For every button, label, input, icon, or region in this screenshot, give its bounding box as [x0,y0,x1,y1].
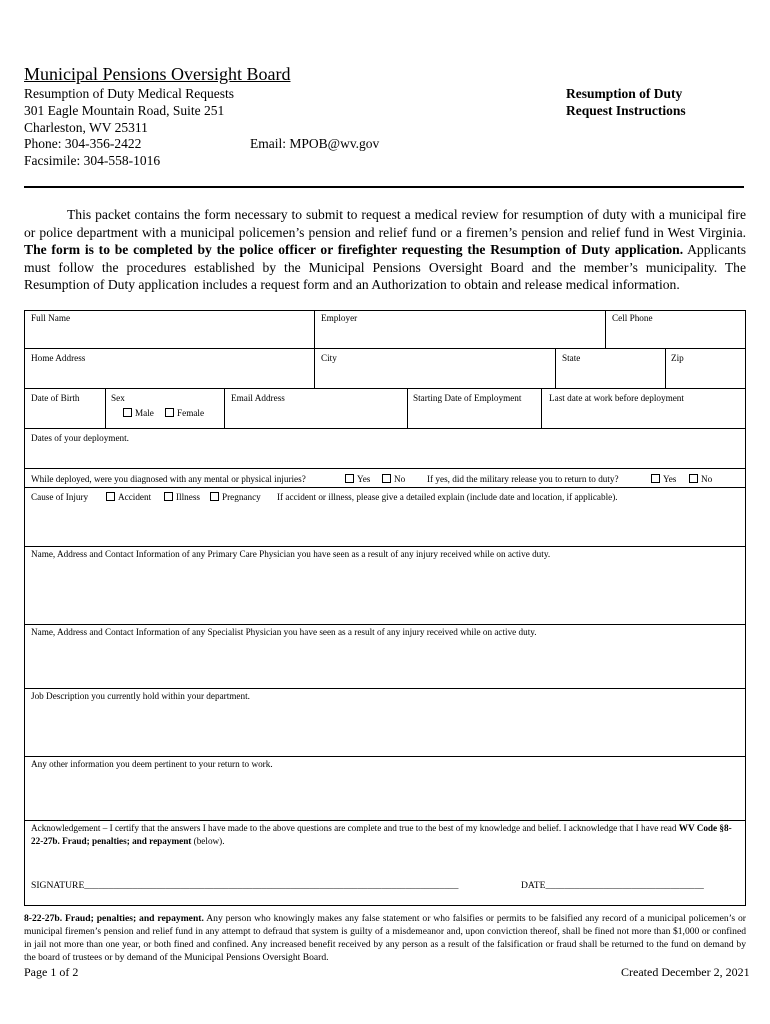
row-divider [25,388,745,389]
row-divider [25,688,745,689]
intro-text-1: This packet contains the form necessary to submit to request a medical review for resumption of duty with a municipal fire or police department with a municipal policemen’s pension and relief fund or a firemen’s pension and relief fund in West Virginia. [24,207,746,240]
header-divider [24,186,744,188]
email-line: Email: MPOB@wv.gov [250,136,380,151]
city-field[interactable]: City [321,353,337,363]
col-divider [105,388,106,428]
cause-pregnancy-option[interactable] [210,492,261,503]
email-address-field[interactable]: Email Address [231,393,285,403]
form-top-border [25,310,745,311]
zip-field[interactable]: Zip [671,353,684,363]
address-line-1: Resumption of Duty Medical Requests [24,86,234,101]
no-label: No [701,474,713,484]
yes-label: Yes [357,474,371,484]
statute-title: 8-22-27b. Fraud; penalties; and repayment. [24,913,204,924]
ack-text: Acknowledgement – I certify that the answers I have made to the above questions are complete and true to the best of my knowledge and belief. I acknowledge that I have read [31,823,679,833]
full-name-field[interactable]: Full Name [31,313,71,323]
deployment-dates-field[interactable]: Dates of your deployment. [31,433,129,443]
employer-field[interactable]: Employer [321,313,358,323]
diagnosed-question: While deployed, were you diagnosed with any mental or physical injuries? [31,474,306,484]
release-question: If yes, did the military release you to return to duty? [427,474,619,484]
row-divider [25,468,745,469]
intro-text-2: Applicants must follow the procedures established by the Municipal Pensions Oversight Board and the member’s municipality. The Resumption of Duty application includes a request form and an Authorization to obtain and release medical information. [24,242,747,293]
accident-label: Accident [118,492,152,502]
signature-field[interactable]: SIGNATURE______________________________________________________________________________ [31,880,459,891]
accident-checkbox[interactable] [106,492,115,501]
diagnosed-no-option[interactable] [382,474,405,485]
col-divider [555,348,556,388]
female-label: Female [177,408,205,418]
sex-male-option[interactable] [123,408,154,419]
row-divider [25,756,745,757]
no-label: No [394,474,406,484]
yes-label: Yes [663,474,677,484]
ack-tail: (below). [191,836,225,846]
cause-of-injury-label: Cause of Injury [31,492,89,502]
pregnancy-checkbox[interactable] [210,492,219,501]
male-label: Male [135,408,154,418]
release-yes-checkbox[interactable] [651,474,660,483]
state-field[interactable]: State [562,353,581,363]
address-line-2: 301 Eagle Mountain Road, Suite 251 [24,103,225,118]
col-divider [224,388,225,428]
home-address-field[interactable]: Home Address [31,353,86,363]
col-divider [541,388,542,428]
intro-bold: The form is to be completed by the police officer or firefighter requesting the Resumption of Duty application. [24,242,684,258]
last-date-field[interactable]: Last date at work before deployment [549,393,684,403]
diagnosed-yes-checkbox[interactable] [345,474,354,483]
sex-female-option[interactable] [165,408,204,419]
col-divider [605,310,606,348]
release-no-option[interactable] [689,474,712,485]
col-divider [665,348,666,388]
board-title: Municipal Pensions Oversight Board [24,64,291,84]
sex-label: Sex [111,393,125,403]
row-divider [25,348,745,349]
date-field[interactable]: DATE_________________________________ [521,880,704,891]
fax-line: Facsimile: 304-558-1016 [24,153,161,168]
col-divider [407,388,408,428]
diagnosed-no-checkbox[interactable] [382,474,391,483]
diagnosed-yes-option[interactable] [345,474,370,485]
release-yes-option[interactable] [651,474,676,485]
address-line-3: Charleston, WV 25311 [24,120,148,135]
fraud-statute [24,912,746,964]
request-form [24,310,746,906]
acknowledgement [31,822,741,848]
ack-code: WV Code §8-22-27b. Fraud; penalties; and repayment [31,823,732,846]
row-divider [25,487,745,488]
job-description-field[interactable]: Job Description you currently hold within your department. [31,691,250,701]
row-divider [25,820,745,821]
illness-checkbox[interactable] [164,492,173,501]
phone-line: Phone: 304-356-2422 [24,136,142,151]
other-info-field[interactable]: Any other information you deem pertinent to your return to work. [31,759,273,769]
statute-text: Any person who knowingly makes any false statement or who falsifies or permits to be falsified any record of a municipal policemen’s or municipal firemen’s pension and relief fund in any attempt to defraud that system is guilty of a misdemeanor and, upon conviction thereof, shall be fined not more than $1,000 or confined in jail not more than one year, or both fined and confined. Any increased benefit received by any person as a result of the falsification or fraud shall be returned to the fund on demand by the board of trustees or by demand of the Municipal Pensions Oversight Board. [24,913,746,963]
row-divider [25,428,745,429]
primary-care-field[interactable]: Name, Address and Contact Information of any Primary Care Physician you have seen as a result of any injury received while on active duty. [31,549,551,559]
intro-paragraph [24,206,746,294]
cause-explain-field[interactable]: If accident or illness, please give a detailed explain (include date and location, if applicable). [277,492,618,502]
row-divider [25,546,745,547]
col-divider [314,310,315,388]
pregnancy-label: Pregnancy [222,492,261,502]
illness-label: Illness [176,492,200,502]
release-no-checkbox[interactable] [689,474,698,483]
date-of-birth-field[interactable]: Date of Birth [31,393,80,403]
female-checkbox[interactable] [165,408,174,417]
cell-phone-field[interactable]: Cell Phone [612,313,653,323]
row-divider [25,624,745,625]
cause-illness-option[interactable] [164,492,200,503]
created-date: Created December 2, 2021 [621,965,750,979]
doc-title-2: Request Instructions [566,103,686,118]
doc-title-1: Resumption of Duty [566,86,683,101]
male-checkbox[interactable] [123,408,132,417]
start-date-field[interactable]: Starting Date of Employment [413,393,522,403]
specialist-field[interactable]: Name, Address and Contact Information of any Specialist Physician you have seen as a result of any injury received while on active duty. [31,627,537,637]
cause-accident-option[interactable] [106,492,151,503]
page-number: Page 1 of 2 [24,965,79,979]
